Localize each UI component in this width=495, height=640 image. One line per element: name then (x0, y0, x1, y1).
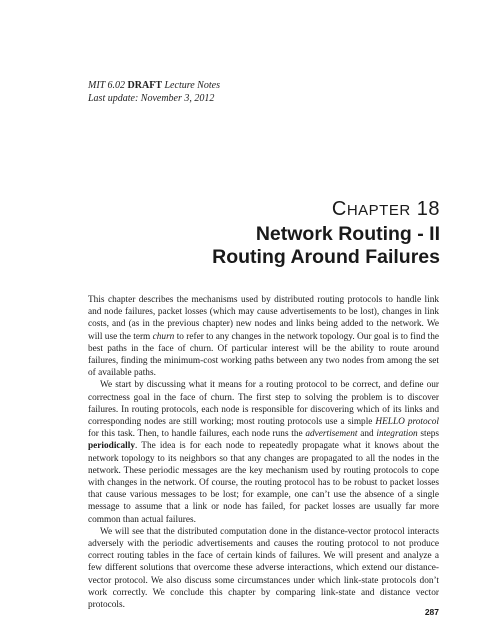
chapter-body (88, 294, 439, 611)
draft-label: DRAFT (127, 80, 162, 91)
paragraph-3: We will see that the distributed computation done in the distance-vector protocol interacts adversely with the periodic advertisements and causes the routing protocol to not produce correct routing tables in the face of certain kinds of failures. We will present and analyze a few different solutions that overcome these adverse interactions, which extend our distance-vector protocol. We also discuss some circumstances under which link-state protocols don’t work correctly. We conclude this chapter by comparing link-state and distance vector protocols. (88, 526, 439, 611)
chapter-number: 18 (416, 198, 440, 220)
term-churn: churn (152, 331, 175, 342)
chapter-label: CHAPTER 18 (331, 198, 440, 220)
term-advertisement: advertisement (305, 429, 358, 440)
term-hello-protocol: HELLO protocol (375, 417, 439, 428)
term-integration: integration (376, 429, 418, 440)
course-name: MIT 6.02 (88, 80, 126, 91)
chapter-heading (212, 198, 440, 268)
last-update: Last update: November 3, 2012 (88, 92, 215, 104)
paragraph-2: We start by discussing what it means for a routing protocol to be correct, and define our correctness goal in the face of churn. The first step to solving the problem is to discover failures. In routing protocols, each node is responsible for discovering which of its links and corresponding nodes are still working; most routing protocols use a simple HELLO protocol for this task. Then, to handle failures, each node runs the advertisement and integration steps periodically. The idea is for each node to repeatedly propagate what it knows about the network topology to its neighbors so that any changes are propagated to all the nodes in the network. These periodic messages are the key mechanism used by routing protocols to cope with changes in the network. Of course, the routing protocol has to be robust to packet losses that cause various messages to be lost; for example, one can’t use the absence of a single message to assume that a link or node has failed, for packet losses are usually far more common than actual failures. (88, 380, 439, 525)
course-line (88, 80, 220, 93)
term-periodically: periodically (88, 441, 135, 452)
notes-label: Lecture Notes (164, 80, 220, 91)
lecture-notes-header (88, 80, 220, 105)
chapter-title-line-1: Network Routing - II (255, 223, 440, 245)
chapter-title-line-2: Routing Around Failures (212, 246, 440, 268)
paragraph-1: This chapter describes the mechanisms used by distributed routing protocols to handle link and node failures, packet losses (which may cause advertisements to be lost), changes in link costs, and (as in the previous chapter) new nodes and links being added to the network. We will use the term churn to refer to any changes in the network topology. Our goal is to find the best paths in the face of churn. Of particular interest will be the ability to route around failures, finding the minimum-cost working paths between any two nodes from among the set of available paths. (88, 295, 439, 379)
page-number: 287 (424, 607, 439, 617)
